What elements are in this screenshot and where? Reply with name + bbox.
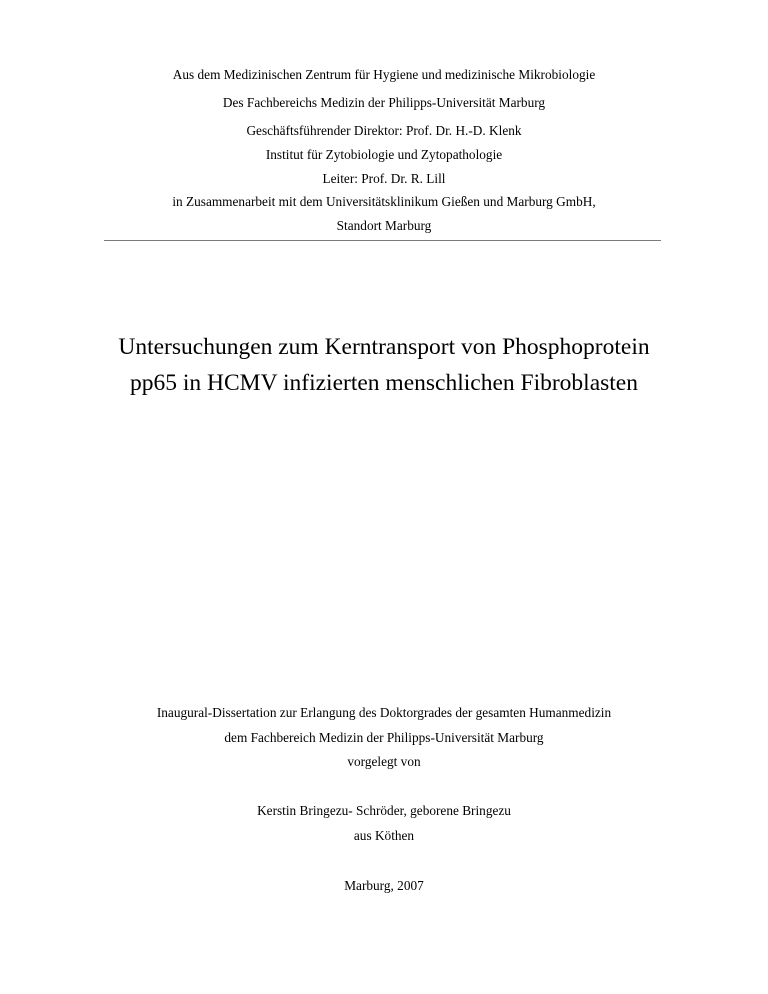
header-line-institute: Institut für Zytobiologie und Zytopathologie xyxy=(265,147,503,162)
dissertation-line-3: vorgelegt von xyxy=(347,754,421,769)
header-line-faculty: Des Fachbereichs Medizin der Philipps-Universität Marburg xyxy=(222,95,546,110)
header-line-center: Aus dem Medizinischen Zentrum für Hygiene und medizinische Mikrobiologie xyxy=(172,67,596,82)
author-origin: aus Köthen xyxy=(353,828,415,843)
thesis-title-line-1: Untersuchungen zum Kerntransport von Phosphoprotein xyxy=(118,334,650,360)
header-divider xyxy=(104,240,661,241)
header-line-cooperation: in Zusammenarbeit mit dem Universitätsklinikum Gießen und Marburg GmbH, xyxy=(172,194,596,209)
header-line-location: Standort Marburg xyxy=(336,218,432,233)
place-date: Marburg, 2007 xyxy=(344,878,424,893)
author-name: Kerstin Bringezu- Schröder, geborene Bringezu xyxy=(257,803,511,818)
header-line-head: Leiter: Prof. Dr. R. Lill xyxy=(322,171,446,186)
dissertation-line-2: dem Fachbereich Medizin der Philipps-Universität Marburg xyxy=(224,730,544,745)
header-line-director: Geschäftsführender Direktor: Prof. Dr. H.-D. Klenk xyxy=(246,123,522,138)
thesis-title-line-2: pp65 in HCMV infizierten menschlichen Fibroblasten xyxy=(130,370,638,396)
dissertation-line-1: Inaugural-Dissertation zur Erlangung des Doktorgrades der gesamten Humanmedizin xyxy=(156,705,612,720)
